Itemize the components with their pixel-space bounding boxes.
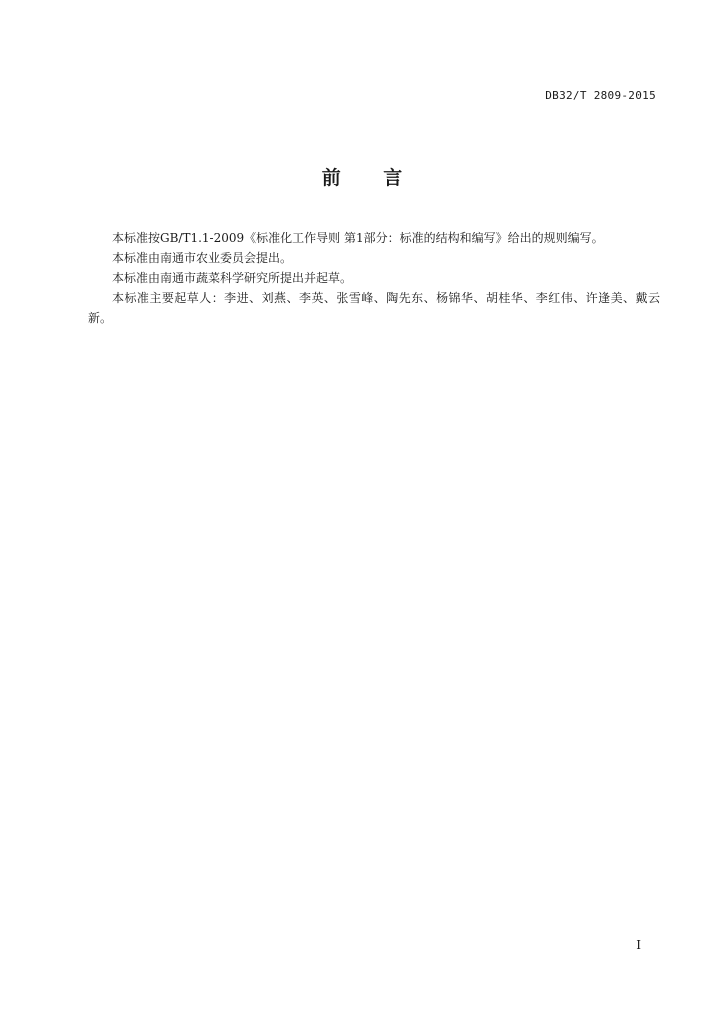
page-number: I xyxy=(636,938,641,952)
page-title: 前 言 xyxy=(321,167,421,189)
document-code: DB32/T 2809-2015 xyxy=(545,89,656,102)
paragraph-drafting-rules: 本标准按GB/T1.1-2009《标准化工作导则 第1部分：标准的结构和编写》给出的规则编写。 xyxy=(112,231,604,245)
paragraph-main-drafters: 本标准主要起草人：李进、刘燕、李英、张雪峰、陶先东、杨锦华、胡桂华、李红伟、许逢美、戴云新。 xyxy=(88,291,660,325)
paragraph-drafted-by: 本标准由南通市蔬菜科学研究所提出并起草。 xyxy=(112,271,353,285)
foreword-body xyxy=(88,228,660,328)
paragraph-proposed-by: 本标准由南通市农业委员会提出。 xyxy=(112,251,293,265)
